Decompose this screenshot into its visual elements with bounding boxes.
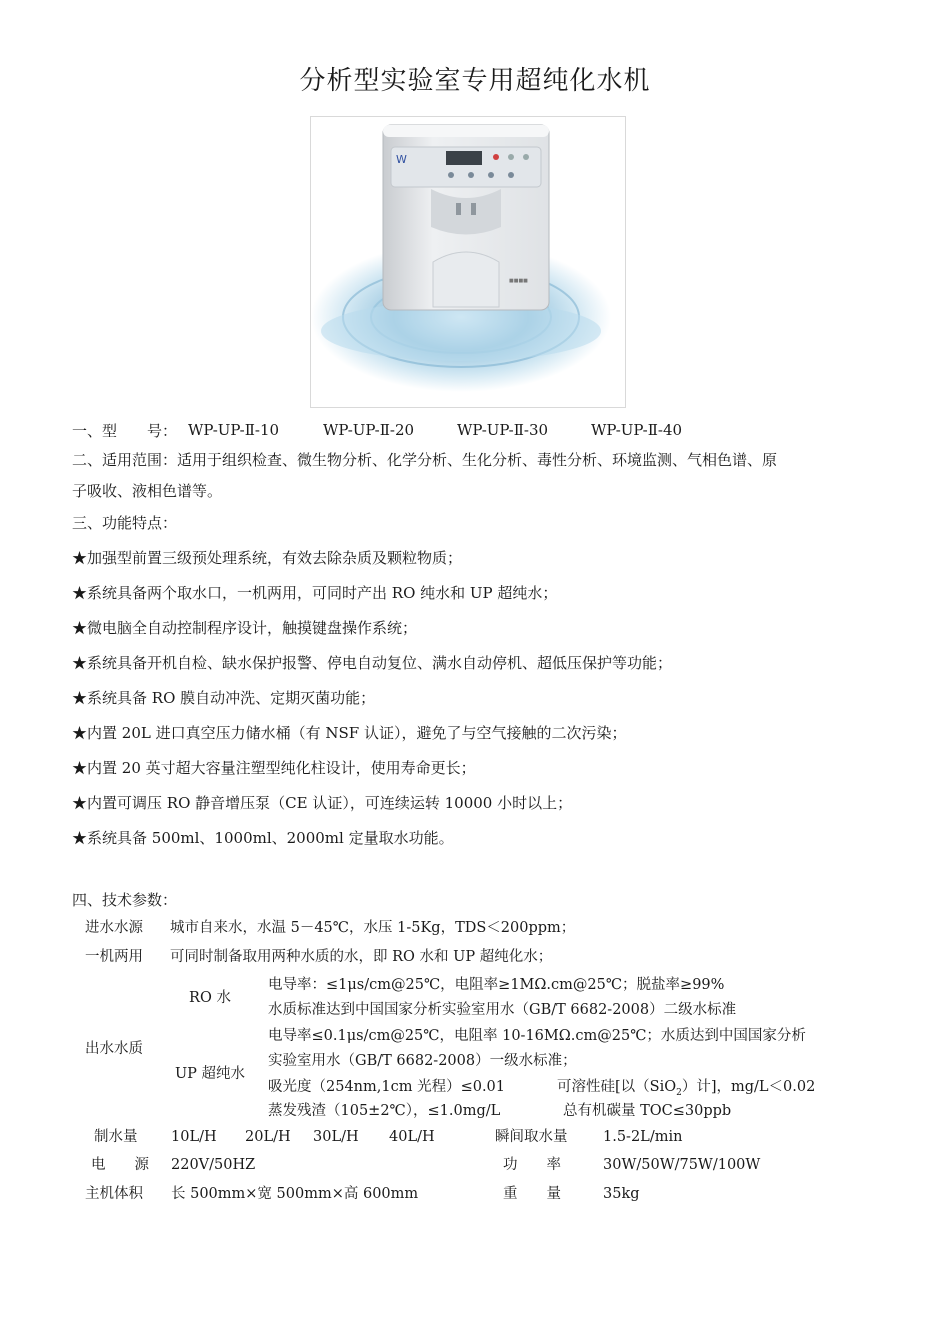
spec-value: 电导率≤0.1μs/cm@25℃，电阻率 10-16MΩ.cm@25℃；水质达到中国国家分析 (268, 1028, 806, 1044)
spec-label: 功 率 (503, 1157, 561, 1173)
model-label: 一、型 号： (72, 422, 178, 440)
specs-heading: 四、技术参数： (72, 891, 178, 909)
feature-item: ★ 系统具备开机自检、缺水保护报警、停电自动复位、满水自动停机、超低压保护等功能； (72, 653, 672, 673)
spec-value: 水质标准达到中国国家分析实验室用水（GB/T 6682-2008）二级水标准 (268, 1002, 737, 1018)
water-purifier-image (311, 117, 625, 407)
spec-value: 20L/H (245, 1129, 291, 1145)
spec-value: 电导率：≤1μs/cm@25℃，电阻率≥1MΩ.cm@25℃；脱盐率≥99% (268, 977, 725, 993)
spec-label: 一机两用 (85, 949, 143, 965)
model-item: WP-UP-Ⅱ-10 (188, 421, 280, 439)
spec-value: 实验室用水（GB/T 6682-2008）一级水标准； (268, 1053, 577, 1069)
feature-item: ★ 微电脑全自动控制程序设计，触摸键盘操作系统； (72, 618, 417, 638)
spec-value: 长 500mm×宽 500mm×高 600mm (171, 1186, 419, 1202)
feature-item: ★ 内置 20 英寸超大容量注塑型纯化柱设计，使用寿命更长； (72, 758, 476, 778)
feature-item: ★ 加强型前置三级预处理系统，有效去除杂质及颗粒物质； (72, 548, 462, 568)
page-title: 分析型实验室专用超纯化水机 (299, 66, 651, 96)
spec-label: 重 量 (503, 1186, 561, 1202)
feature-item: ★ 内置 20L 进口真空压力储水桶（有 NSF 认证），避免了与空气接触的二次污染； (72, 723, 626, 743)
feature-item: ★ 系统具备 RO 膜自动冲洗、定期灭菌功能； (72, 688, 375, 708)
silica-subscript: 2 (676, 1087, 682, 1098)
spec-label: 瞬间取水量 (495, 1129, 568, 1145)
feature-item: ★ 系统具备两个取水口，一机两用，可同时产出 RO 纯水和 UP 超纯水； (72, 583, 557, 603)
spec-value: 1.5-2L/min (603, 1129, 683, 1145)
svg-text:W: W (396, 153, 407, 166)
spec-value: 城市自来水，水温 5－45℃，水压 1-5Kg，TDS＜200ppm； (170, 920, 576, 936)
spec-label: 进水水源 (85, 920, 143, 936)
spec-value: 30W/50W/75W/100W (603, 1157, 761, 1173)
feature-item: ★ 内置可调压 RO 静音增压泵（CE 认证），可连续运转 10000 小时以上； (72, 793, 572, 813)
spec-value: 40L/H (389, 1129, 435, 1145)
spec-label: 制水量 (94, 1129, 138, 1145)
model-item: WP-UP-Ⅱ-30 (457, 421, 549, 439)
silica-text: 可溶性硅[以（SiO (557, 1079, 677, 1095)
spec-value: 总有机碳量 TOC≤30ppb (563, 1103, 732, 1119)
spec-value (557, 1077, 815, 1103)
model-item: WP-UP-Ⅱ-20 (323, 421, 415, 439)
spec-value: 30L/H (313, 1129, 359, 1145)
spec-value: 可同时制备取用两种水质的水，即 RO 水和 UP 超纯化水； (170, 949, 553, 965)
spec-label: 电 源 (91, 1157, 149, 1173)
feature-item: ★ 系统具备 500ml、1000ml、2000ml 定量取水功能。 (72, 828, 454, 848)
spec-label: 出水水质 (85, 1041, 143, 1057)
spec-label: 主机体积 (85, 1186, 143, 1202)
model-item: WP-UP-Ⅱ-40 (591, 421, 683, 439)
product-photo (310, 116, 626, 408)
spec-value: 10L/H (171, 1129, 217, 1145)
spec-value: 蒸发残渣（105±2℃），≤1.0mg/L (268, 1103, 501, 1119)
features-heading: 三、功能特点： (72, 514, 178, 532)
spec-sublabel: RO 水 (189, 990, 231, 1006)
svg-text:■■■■: ■■■■ (509, 278, 528, 284)
scope-line: 二、适用范围：适用于组织检查、微生物分析、化学分析、生化分析、毒性分析、环境监测、气相色谱、原 (72, 451, 778, 469)
spec-value: 吸光度（254nm,1cm 光程）≤0.01 (268, 1079, 506, 1095)
spec-value: 220V/50HZ (171, 1157, 256, 1173)
silica-text: ）计]，mg/L＜0.02 (681, 1079, 816, 1095)
scope-line: 子吸收、液相色谱等。 (72, 482, 223, 500)
spec-sublabel: UP 超纯水 (174, 1066, 246, 1082)
spec-value: 35kg (603, 1186, 640, 1202)
